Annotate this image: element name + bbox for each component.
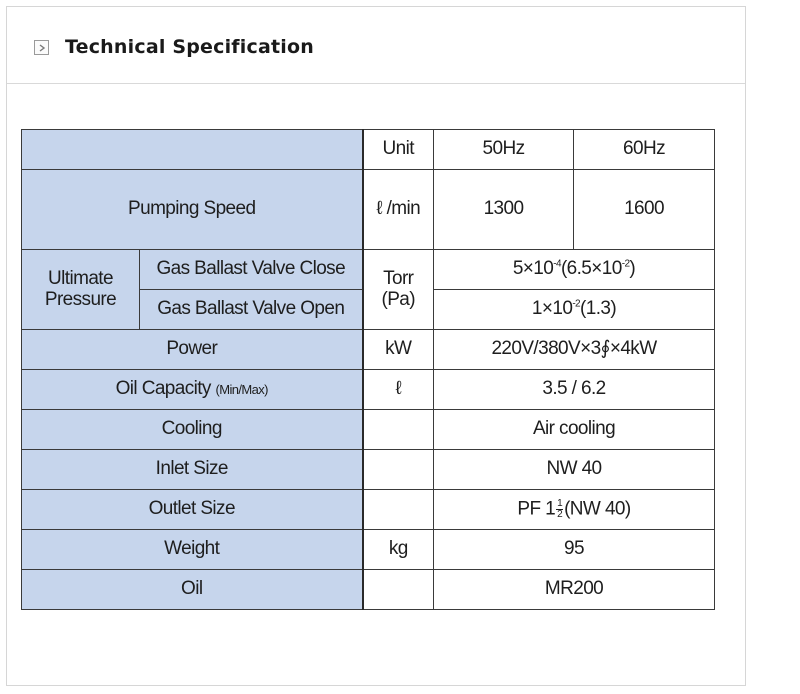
pumping-speed-row — [22, 170, 715, 250]
weight-row — [22, 530, 715, 570]
oil-capacity-label-cell — [22, 370, 363, 410]
close-value-exponent: -4 — [553, 258, 561, 270]
cooling-label: Cooling — [22, 410, 363, 450]
power-unit: kW — [363, 330, 434, 370]
cooling-unit — [363, 410, 434, 450]
outlet-size-unit — [363, 490, 434, 530]
pumping-speed-label: Pumping Speed — [22, 170, 363, 250]
ultimate-pressure-line1: Ultimate — [48, 267, 113, 289]
unit-header: Unit — [363, 130, 434, 170]
close-value-paren: (6.5×10 — [560, 258, 622, 280]
fraction-denominator: 2 — [557, 508, 563, 520]
cooling-row — [22, 410, 715, 450]
oil-label: Oil — [22, 570, 363, 610]
weight-label: Weight — [22, 530, 363, 570]
hz60-header: 60Hz — [574, 130, 715, 170]
weight-value: 95 — [434, 530, 715, 570]
oil-row — [22, 570, 715, 610]
outlet-size-fraction — [556, 499, 563, 520]
page-title: Technical Specification — [65, 36, 314, 58]
oil-capacity-row — [22, 370, 715, 410]
pumping-speed-unit: ℓ /min — [363, 170, 434, 250]
ultimate-pressure-line2: Pressure — [44, 288, 117, 310]
open-value-paren: (1.3) — [580, 298, 617, 320]
open-value-base: 1×10 — [531, 298, 573, 320]
cooling-value: Air cooling — [434, 410, 715, 450]
gas-ballast-close-label: Gas Ballast Valve Close — [140, 250, 363, 290]
open-value-exponent: -2 — [572, 298, 581, 310]
outlet-size-base: PF 1 — [517, 498, 556, 520]
header-blank-cell — [22, 130, 363, 170]
oil-capacity-label: Oil Capacity — [115, 378, 211, 400]
hz50-header: 50Hz — [434, 130, 574, 170]
ultimate-pressure-label — [22, 250, 140, 330]
header-row — [22, 130, 715, 170]
weight-unit: kg — [363, 530, 434, 570]
oil-value: MR200 — [434, 570, 715, 610]
inlet-size-label: Inlet Size — [22, 450, 363, 490]
power-label: Power — [22, 330, 363, 370]
ultimate-pressure-unit — [363, 250, 434, 330]
spec-table — [21, 129, 715, 610]
oil-capacity-unit: ℓ — [363, 370, 434, 410]
oil-capacity-value: 3.5 / 6.2 — [434, 370, 715, 410]
outlet-size-label: Outlet Size — [22, 490, 363, 530]
outlet-size-row — [22, 490, 715, 530]
pumping-speed-50hz: 1300 — [434, 170, 574, 250]
panel-header — [7, 7, 745, 84]
outlet-size-value — [434, 490, 715, 530]
power-row — [22, 330, 715, 370]
unit-torr: Torr — [383, 267, 414, 289]
inlet-size-value: NW 40 — [434, 450, 715, 490]
inlet-size-row — [22, 450, 715, 490]
oil-unit — [363, 570, 434, 610]
unit-pa: (Pa) — [381, 288, 415, 310]
chevron-right-box-icon — [34, 40, 49, 55]
ultimate-pressure-close-row — [22, 250, 715, 290]
oil-capacity-minmax: (Min/Max) — [215, 382, 268, 398]
close-value-base: 5×10 — [512, 258, 554, 280]
inlet-size-unit — [363, 450, 434, 490]
close-value-end: ) — [629, 258, 636, 280]
outlet-size-nw: (NW 40) — [564, 498, 631, 520]
pumping-speed-60hz: 1600 — [574, 170, 715, 250]
power-value: 220V/380V×3∮×4kW — [434, 330, 715, 370]
gas-ballast-open-value — [434, 290, 715, 330]
close-value-exponent-2: -2 — [621, 258, 630, 270]
gas-ballast-close-value — [434, 250, 715, 290]
gas-ballast-open-label: Gas Ballast Valve Open — [140, 290, 363, 330]
fraction-numerator: 1 — [557, 497, 563, 509]
